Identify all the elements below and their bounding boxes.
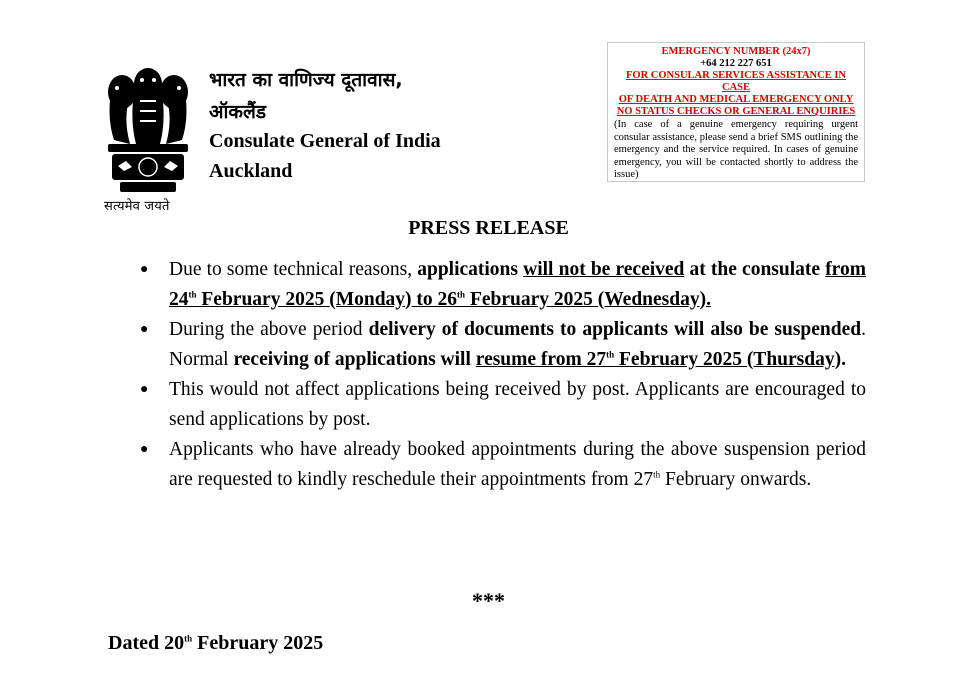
english-title-line1: Consulate General of India [209, 130, 441, 152]
list-item: ● Applicants who have already booked appointments during the above suspension period are requested to kindly reschedule their appointments from 27th February onwards. [140, 435, 866, 494]
bullet-list [140, 255, 866, 495]
hindi-title-line2: ऑकलैंड [209, 101, 267, 123]
separator-stars: *** [472, 588, 505, 613]
list-item: ● Due to some technical reasons, applications will not be received at the consulate from 24th February 2025 (Monday) to 26th February 2025 (Wednesday). [140, 255, 866, 314]
list-item: ● During the above period delivery of documents to applicants will also be suspended. Normal receiving of applications will resume from 27th February 2025 (Thursday). [140, 315, 866, 374]
emergency-line2: OF DEATH AND MEDICAL EMERGENCY ONLY [618, 94, 854, 105]
emergency-title: EMERGENCY NUMBER (24x7) [661, 46, 811, 57]
lion-capital-icon [100, 62, 196, 196]
hindi-title-line1: भारत का वाणिज्य दूतावास, [209, 69, 403, 91]
list-item: ● This would not affect applications being received by post. Applicants are encouraged to send applications by post. [140, 375, 866, 434]
bullet-icon: ● [140, 262, 149, 277]
bullet-icon: ● [140, 382, 149, 397]
press-release-title: PRESS RELEASE [408, 217, 569, 239]
emergency-line1: FOR CONSULAR SERVICES ASSISTANCE IN CASE [626, 70, 846, 93]
emblem-motto: सत्यमेव जयते [104, 199, 170, 214]
bullet-icon: ● [140, 322, 149, 337]
emergency-box [607, 42, 865, 182]
emergency-number: +64 212 227 651 [700, 58, 772, 69]
english-title-line2: Auckland [209, 160, 293, 182]
dated-line: Dated 20th February 2025 [108, 632, 324, 654]
bullet-icon: ● [140, 442, 149, 457]
emergency-line3: NO STATUS CHECKS OR GENERAL ENQUIRIES [616, 106, 856, 117]
emergency-note: (In case of a genuine emergency requiring urgent consular assistance, please send a brief SMS outlining the emergency and the service required. In cases of genuine emergency, you will be contacted shortly to address the issue) [614, 119, 858, 180]
national-emblem [100, 62, 196, 218]
